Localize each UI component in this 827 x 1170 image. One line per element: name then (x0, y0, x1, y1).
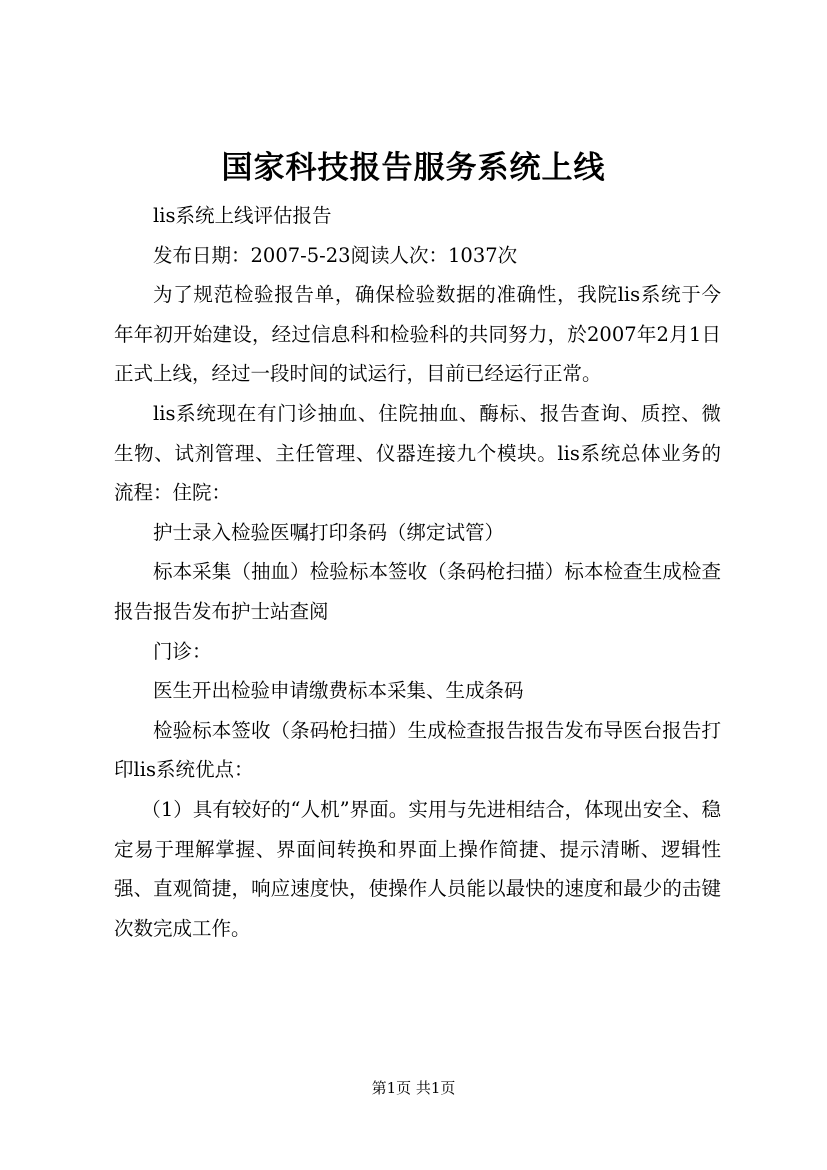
paragraph-advantage-1: （1）具有较好的“人机”界面。实用与先进相结合，体现出安全、稳定易于理解掌握、界面间转换和界面上操作简捷、提示清晰、逻辑性强、直观简捷，响应速度快，使操作人员能以最快的速度和最少的击键次数完成工作。 (114, 797, 721, 940)
document-title: 国家科技报告服务系统上线 (221, 150, 606, 186)
paragraph-subtitle: lis系统上线评估报告 (153, 204, 332, 227)
document-body (114, 196, 721, 948)
paragraph-outpatient-heading: 门诊： (153, 639, 212, 663)
paragraph-inpatient-step-2: 标本采集（抽血）检验标本签收（条码枪扫描）标本检查生成检查报告报告发布护士站查阅 (114, 560, 721, 623)
paragraph-modules: lis系统现在有门诊抽血、住院抽血、酶标、报告查询、质控、微生物、试剂管理、主任管理、仪器连接九个模块。lis系统总体业务的流程：住院： (114, 401, 721, 505)
paragraph-outpatient-step-2: 检验标本签收（条码枪扫描）生成检查报告报告发布导医台报告打印lis系统优点： (114, 718, 721, 782)
paragraph-inpatient-step-1: 护士录入检验医嘱打印条码（绑定试管） (153, 520, 505, 544)
paragraph-publish-info: 发布日期：2007-5-23阅读人次：1037次 (153, 243, 518, 267)
paragraph-intro: 为了规范检验报告单，确保检验数据的准确性，我院lis系统于今年年初开始建设，经过信息科和检验科的共同努力，於2007年2月1日正式上线，经过一段时间的试运行，目前已经运行正常。 (114, 283, 721, 386)
page-footer: 第1页 共1页 (371, 1079, 456, 1097)
paragraph-outpatient-step-1: 医生开出检验申请缴费标本采集、生成条码 (153, 679, 524, 703)
